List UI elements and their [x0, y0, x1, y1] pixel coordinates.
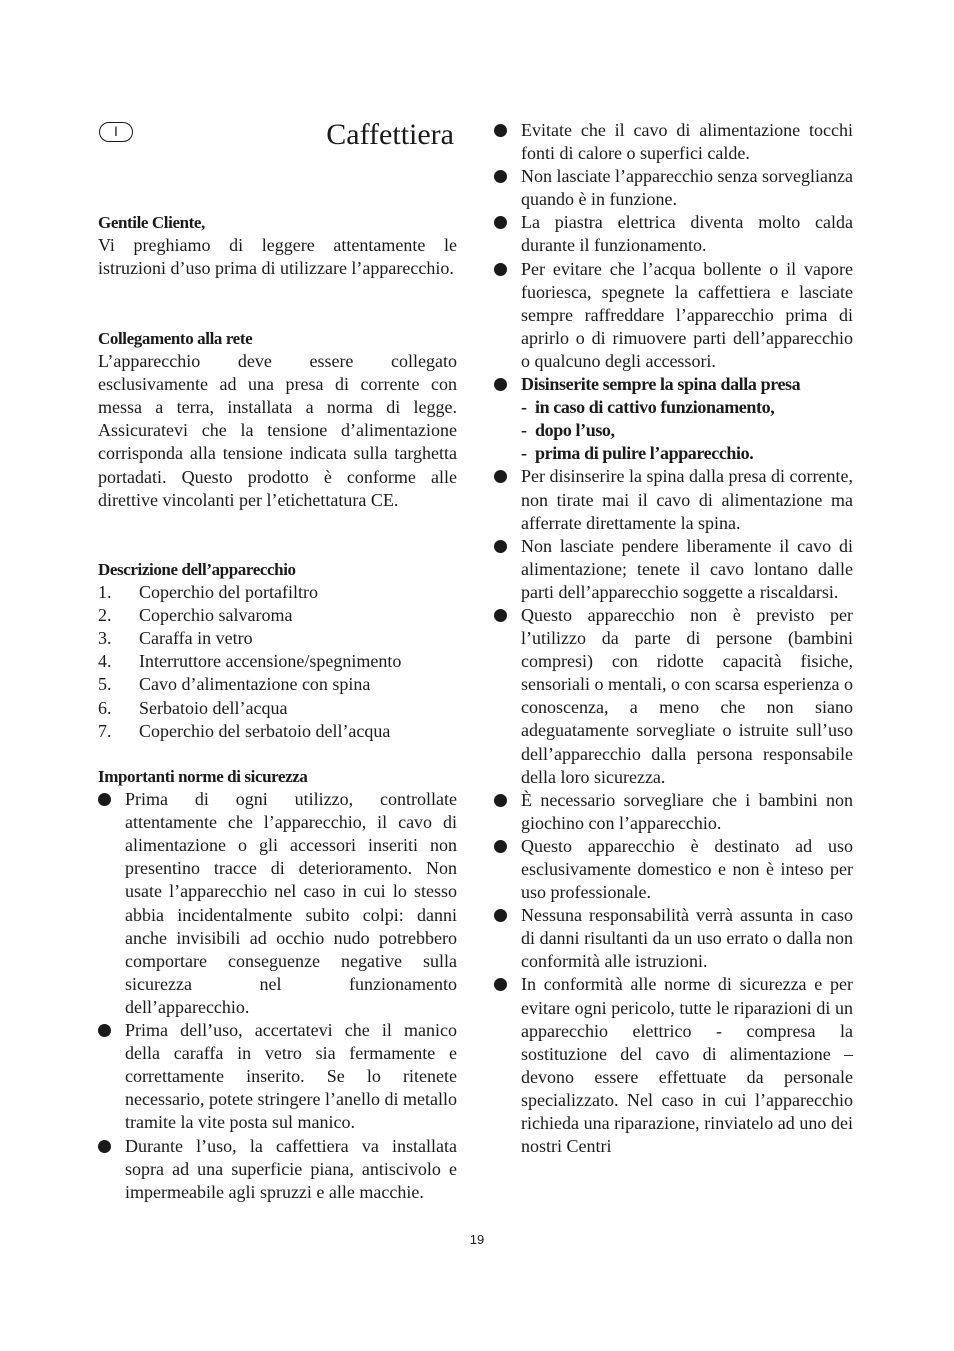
bullet-icon [494, 794, 507, 807]
list-item: 3. Caraffa in vetro [98, 628, 253, 649]
unplug-item [494, 373, 853, 465]
greeting-text: Vi preghiamo di leggere attentamente le istruzioni d’uso prima di utilizzare l’apparecchio. [98, 235, 457, 279]
list-item: 1. Coperchio del portafiltro [98, 582, 318, 603]
list-item: 6. Serbatoio dell’acqua [98, 697, 288, 718]
description-heading: Descrizione dell’apparecchio [98, 560, 296, 579]
page-title: Caffettiera [326, 118, 454, 151]
list-item: In conformità alle norme di sicurezza e per evitare ogni pericolo, tutte le riparazioni di un apparecchio elettrico - compresa la sostituzione del cavo di alimentazione – devono essere effettuate da personale specializzato. Nel caso in cui l’apparecchio richieda una riparazione, rinviatelo ad uno dei nostri Centri [494, 973, 853, 1158]
safety-continued [494, 119, 853, 1158]
mains-section [98, 327, 457, 512]
safety-list-left [98, 788, 457, 1204]
bullet-icon [494, 170, 507, 183]
list-item: Non lasciate pendere liberamente il cavo di alimentazione; tenete il cavo lontano dalle parti dell’apparecchio soggette a riscaldarsi. [494, 535, 853, 604]
mains-heading: Collegamento alla rete [98, 329, 253, 348]
bullet-icon [494, 909, 507, 922]
bullet-icon [98, 1140, 111, 1153]
bullet-icon [494, 124, 507, 137]
list-item: Prima dell’uso, accertatevi che il manico della caraffa in vetro sia fermamente e correttamente inserito. Se lo ritenete necessario, potete stringere l’anello di metallo tramite la vite posta sul manico. [98, 1019, 457, 1134]
bullet-icon [494, 609, 507, 622]
list-item: Per disinserire la spina dalla presa di corrente, non tirate mai il cavo di alimentazione ma afferrate direttamente la spina. [494, 465, 853, 534]
bullet-icon [98, 793, 111, 806]
safety-heading: Importanti norme di sicurezza [98, 767, 308, 786]
safety-list-right [494, 119, 853, 1158]
list-item: Questo apparecchio non è previsto per l’utilizzo da parte di persone (bambini compresi) con ridotte capacità fisiche, sensoriali o mentali, o con scarsa esperienza o conoscenza, a meno che non siano adeguatamente sorvegliate o istruite sull’uso dell’apparecchio dalla persona responsabile della loro sicurezza. [494, 604, 853, 789]
list-item: Prima di ogni utilizzo, controllate attentamente che l’apparecchio, il cavo di alimentazione o gli accessori inseriti non presentino tracce di deterioramento. Non usate l’apparecchio nel caso in cui lo stesso abbia incidentalmente subito colpi: danni anche invisibili ad occhio nudo potrebbero comportare conseguenze negative sulla sicurezza nel funzionamento dell’apparecchio. [98, 788, 457, 1019]
safety-section [98, 765, 457, 1204]
greeting-heading: Gentile Cliente, [98, 213, 205, 232]
greeting-section [98, 211, 457, 280]
list-item: 5. Cavo d’alimentazione con spina [98, 674, 371, 695]
page-number: 19 [469, 1232, 485, 1247]
list-item: Questo apparecchio è destinato ad uso esclusivamente domestico e non è inteso per uso professionale. [494, 835, 853, 904]
bullet-icon [98, 1024, 111, 1037]
list-item: Non lasciate l’apparecchio senza sorveglianza quando è in funzione. [494, 165, 853, 211]
description-section [98, 558, 457, 743]
bullet-icon [494, 840, 507, 853]
bullet-icon [494, 378, 507, 391]
unplug-sub-item: - dopo l’uso, [521, 420, 615, 441]
language-badge: I [99, 122, 133, 142]
bullet-icon [494, 263, 507, 276]
list-item: Evitate che il cavo di alimentazione tocchi fonti di calore o superfici calde. [494, 119, 853, 165]
list-item: Nessuna responsabilità verrà assunta in caso di danni risultanti da un uso errato o dalla non conformità alle istruzioni. [494, 904, 853, 973]
list-item: 2. Coperchio salvaroma [98, 605, 293, 626]
parts-list [98, 581, 457, 743]
list-item: 7. Coperchio del serbatoio dell’acqua [98, 720, 391, 741]
mains-text: L’apparecchio deve essere collegato esclusivamente ad una presa di corrente con messa a terra, installata a norma di legge. Assicuratevi che la tensione d’alimentazione corrisponda alla tensione indicata sulla targhetta portadati. Questo prodotto è conforme alle direttive vincolanti per l’etichettatura CE. [98, 351, 457, 510]
unplug-lead: Disinserite sempre la spina dalla presa [521, 374, 801, 395]
bullet-icon [494, 216, 507, 229]
list-item: 4. Interruttore accensione/spegnimento [98, 651, 402, 672]
bullet-icon [494, 470, 507, 483]
bullet-icon [494, 978, 507, 991]
list-item: È necessario sorvegliare che i bambini non giochino con l’apparecchio. [494, 789, 853, 835]
list-item: Per evitare che l’acqua bollente o il vapore fuoriesca, spegnete la caffettiera e lasciate sempre raffreddare l’apparecchio prima di aprirlo o di rimuovere parti dell’apparecchio o qualcuno degli accessori. [494, 258, 853, 373]
unplug-sub-item: - in caso di cattivo funzionamento, [521, 397, 775, 418]
list-item: Durante l’uso, la caffettiera va installata sopra ad una superficie piana, antiscivolo e impermeabile agli spruzzi e alle macchie. [98, 1135, 457, 1204]
unplug-sub-item: - prima di pulire l’apparecchio. [521, 443, 754, 464]
bullet-icon [494, 540, 507, 553]
list-item: La piastra elettrica diventa molto calda durante il funzionamento. [494, 211, 853, 257]
